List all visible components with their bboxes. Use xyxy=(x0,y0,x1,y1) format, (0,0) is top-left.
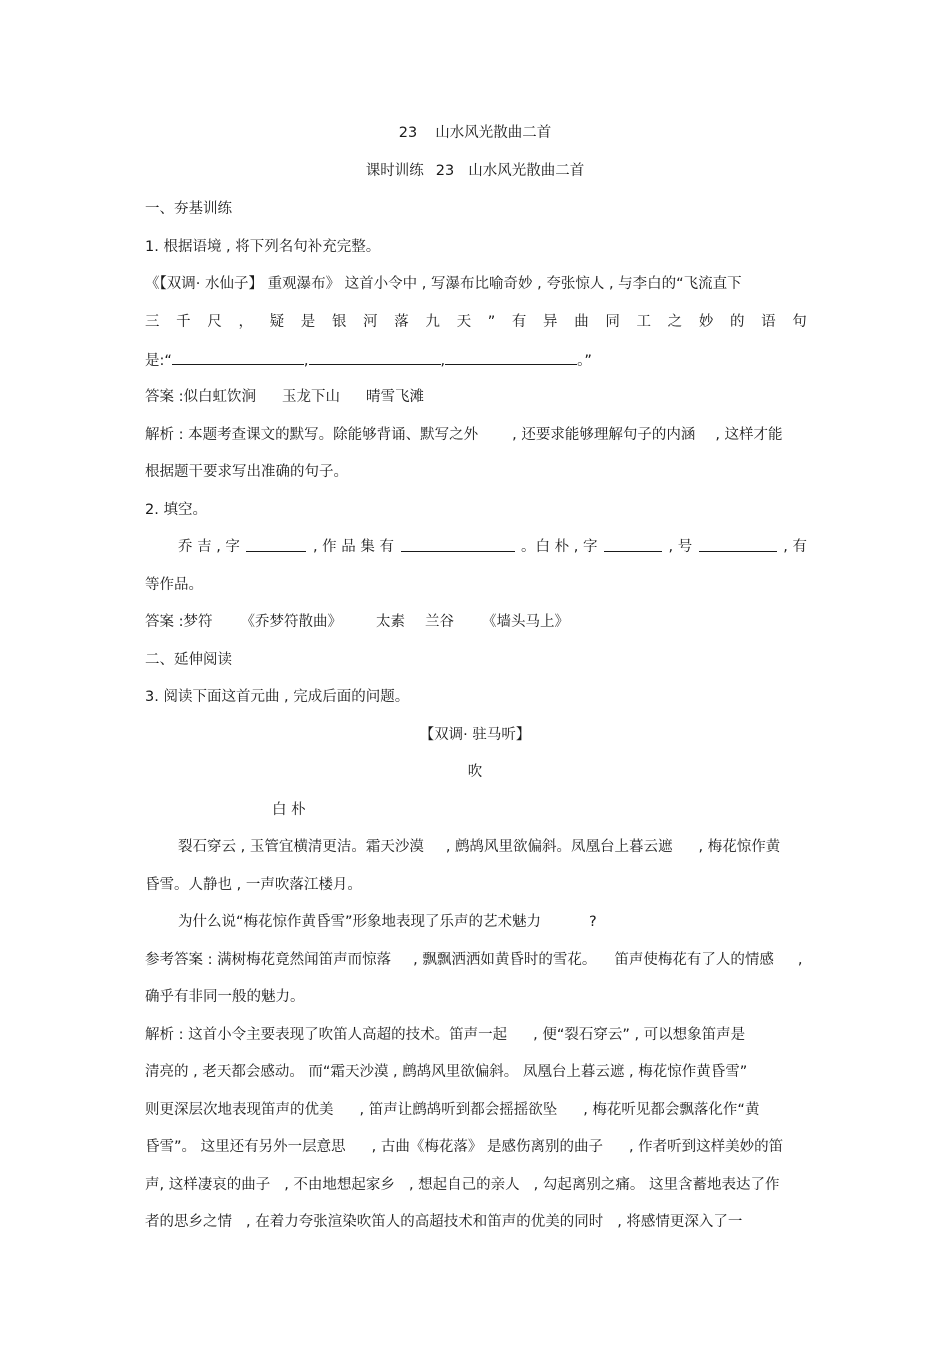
analysis-text: 者的思乡之情 xyxy=(145,1214,232,1230)
reference-answer-line-2: 确乎有非同一般的魅力。 xyxy=(145,989,305,1005)
blank-field-2[interactable] xyxy=(309,349,441,365)
fill-prefix: 是:“ xyxy=(145,353,172,369)
justified-char: ， xyxy=(238,314,253,330)
question-2-line-1 xyxy=(178,536,807,558)
justified-char: 天 xyxy=(456,314,472,330)
document-title xyxy=(0,122,950,144)
answer-part: 《墙头马上》 xyxy=(482,614,569,630)
justified-char: 河 xyxy=(363,314,378,330)
justified-char: ” xyxy=(487,314,496,330)
reference-text: , xyxy=(797,952,803,968)
subtitle-text: 山水风光散曲二首 xyxy=(468,163,585,179)
justified-char: 疑 xyxy=(269,314,285,330)
fill-text: , 作 品 集 有 xyxy=(312,539,395,555)
justified-char: 句 xyxy=(792,314,807,330)
analysis-text: 清亮的 , 老天都会感动。 而“霜天沙漠 , 鹧鸪风里欲偏斜。 凤凰台上暮云遮 , 梅花惊作黄昏雪” xyxy=(145,1064,748,1080)
answer-label: 答案 : xyxy=(145,389,184,405)
question-3-prompt: 3. 阅读下面这首元曲 , 完成后面的问题。 xyxy=(145,689,410,705)
fill-text: 。白 朴 , 字 xyxy=(521,539,598,555)
fill-text: 乔 吉 , 字 xyxy=(178,539,240,555)
blank-field-3[interactable] xyxy=(445,349,577,365)
reference-text: 参考答案 : 满树梅花竟然闻笛声而惊落 xyxy=(145,952,392,968)
justified-char: 落 xyxy=(394,314,409,330)
question-2-answer xyxy=(145,611,807,633)
poem-author: 白 朴 xyxy=(272,802,306,818)
poem-text: 裂石穿云 , 玉管宜横清更洁。霜天沙漠 xyxy=(178,839,424,855)
blank-field-5[interactable] xyxy=(401,536,515,552)
analysis-line xyxy=(145,1136,807,1158)
analysis-line xyxy=(145,1024,807,1046)
answer-part: 玉龙下山 xyxy=(282,389,340,405)
analysis-text: , 不由地想起家乡 xyxy=(284,1177,395,1193)
question-1-answer xyxy=(145,386,807,408)
justified-char: 九 xyxy=(425,314,440,330)
question-mark: ? xyxy=(589,914,597,930)
analysis-text: , 这样才能 xyxy=(715,427,783,443)
poem-line-1 xyxy=(178,836,807,858)
question-1-line-3 xyxy=(145,349,807,372)
question-2-prompt: 2. 填空。 xyxy=(145,502,207,518)
analysis-text: , 将感情更深入了一 xyxy=(617,1214,743,1230)
subtitle-number: 23 xyxy=(435,163,455,179)
blank-field-1[interactable] xyxy=(172,349,304,365)
poem-text: , 梅花惊作黄 xyxy=(698,839,781,855)
justified-char: 有 xyxy=(511,314,527,330)
question-3-question xyxy=(178,911,807,933)
section-heading-1: 一、夯基训练 xyxy=(145,201,232,217)
question-1-analysis-line-2: 根据题干要求写出准确的句子。 xyxy=(145,464,348,480)
answer-part: 晴雪飞滩 xyxy=(366,389,424,405)
analysis-text: 解析 : 这首小令主要表现了吹笛人高超的技术。笛声一起 xyxy=(145,1027,508,1043)
analysis-text: 昏雪”。 这里还有另外一层意思 xyxy=(145,1139,346,1155)
analysis-text: 则更深层次地表现笛声的优美 xyxy=(145,1102,334,1118)
analysis-line xyxy=(145,1174,807,1196)
answer-part: 兰谷 xyxy=(425,614,454,630)
analysis-line xyxy=(145,1211,807,1233)
fill-text: , 有 xyxy=(783,539,807,555)
title-number: 23 xyxy=(398,125,418,141)
reference-answer-line-1 xyxy=(145,949,807,971)
analysis-line xyxy=(145,1061,807,1083)
title-text: 山水风光散曲二首 xyxy=(435,125,552,141)
document-subtitle xyxy=(0,160,950,182)
analysis-text: , 勾起离别之痛。 这里含蓄地表达了作 xyxy=(533,1177,780,1193)
justified-char: 之 xyxy=(667,314,683,330)
justified-char: 是 xyxy=(300,314,316,330)
question-1-line-2 xyxy=(145,311,807,333)
analysis-text: , 想起自己的亲人 xyxy=(408,1177,520,1193)
question-1-analysis-line-1 xyxy=(145,424,807,446)
justified-char: 尺 xyxy=(207,314,222,330)
analysis-text: , 古曲《梅花落》 是感伤离别的曲子 xyxy=(371,1139,603,1155)
subtitle-prefix: 课时训练 xyxy=(365,163,424,179)
poem-subtitle: 吹 xyxy=(467,764,483,780)
question-1-line-1: 《【双调· 水仙子】 重观瀑布》 这首小令中 , 写瀑布比喻奇妙 , 夸张惊人 , 与李白的“飞流直下 xyxy=(145,276,742,292)
justified-char: 工 xyxy=(636,314,652,330)
separator: , xyxy=(440,353,446,369)
answer-label: 答案 : xyxy=(145,614,184,630)
section-heading-2: 二、延伸阅读 xyxy=(145,652,232,668)
analysis-text: , 作者听到这样美妙的笛 xyxy=(628,1139,784,1155)
justified-char: 同 xyxy=(605,314,620,330)
fill-text: , 号 xyxy=(668,539,693,555)
blank-field-7[interactable] xyxy=(699,536,777,552)
analysis-text: , 还要求能够理解句子的内涵 xyxy=(512,427,696,443)
justified-char: 千 xyxy=(176,314,191,330)
reference-text: , 飘飘洒洒如黄昏时的雪花。 xyxy=(413,952,597,968)
blank-field-4[interactable] xyxy=(246,536,306,552)
answer-part: 梦符 xyxy=(183,614,213,630)
reference-text: 笛声使梅花有了人的情感 xyxy=(614,952,774,968)
analysis-text: 解析 : 本题考查课文的默写。除能够背诵、默写之外 xyxy=(145,427,479,443)
poem-title: 【双调· 驻马听】 xyxy=(419,727,531,743)
analysis-text: , 梅花听见都会飘落化作“黄 xyxy=(583,1102,760,1118)
fill-suffix: 。” xyxy=(577,353,592,369)
answer-part: 太素 xyxy=(376,614,405,630)
justified-char: 三 xyxy=(145,314,160,330)
separator: , xyxy=(303,353,309,369)
justified-char: 语 xyxy=(761,314,776,330)
analysis-line xyxy=(145,1099,807,1121)
justified-char: 妙 xyxy=(698,314,714,330)
justified-char: 异 xyxy=(543,314,558,330)
answer-part: 似白虹饮涧 xyxy=(183,389,256,405)
blank-field-6[interactable] xyxy=(604,536,662,552)
analysis-text: , 便“裂石穿云” , 可以想象笛声是 xyxy=(533,1027,746,1043)
analysis-text: , 笛声让鹧鸪听到都会摇摇欲坠 xyxy=(359,1102,558,1118)
answer-part: 《乔梦符散曲》 xyxy=(240,614,342,630)
question-text: 为什么说“梅花惊作黄昏雪”形象地表现了乐声的艺术魅力 xyxy=(178,914,542,930)
poem-text: , 鹧鸪风里欲偏斜。凤凰台上暮云遮 xyxy=(445,839,673,855)
justified-char: 曲 xyxy=(574,314,589,330)
justified-char: 银 xyxy=(331,314,347,330)
justified-char: 的 xyxy=(729,314,745,330)
analysis-text: 声, 这样凄哀的曲子 xyxy=(145,1177,271,1193)
question-2-line-2: 等作品。 xyxy=(145,577,203,593)
poem-line-2: 昏雪。人静也 , 一声吹落江楼月。 xyxy=(145,877,362,893)
question-1-prompt: 1. 根据语境 , 将下列名句补充完整。 xyxy=(145,239,381,255)
analysis-text: , 在着力夸张渲染吹笛人的高超技术和笛声的优美的同时 xyxy=(246,1214,604,1230)
